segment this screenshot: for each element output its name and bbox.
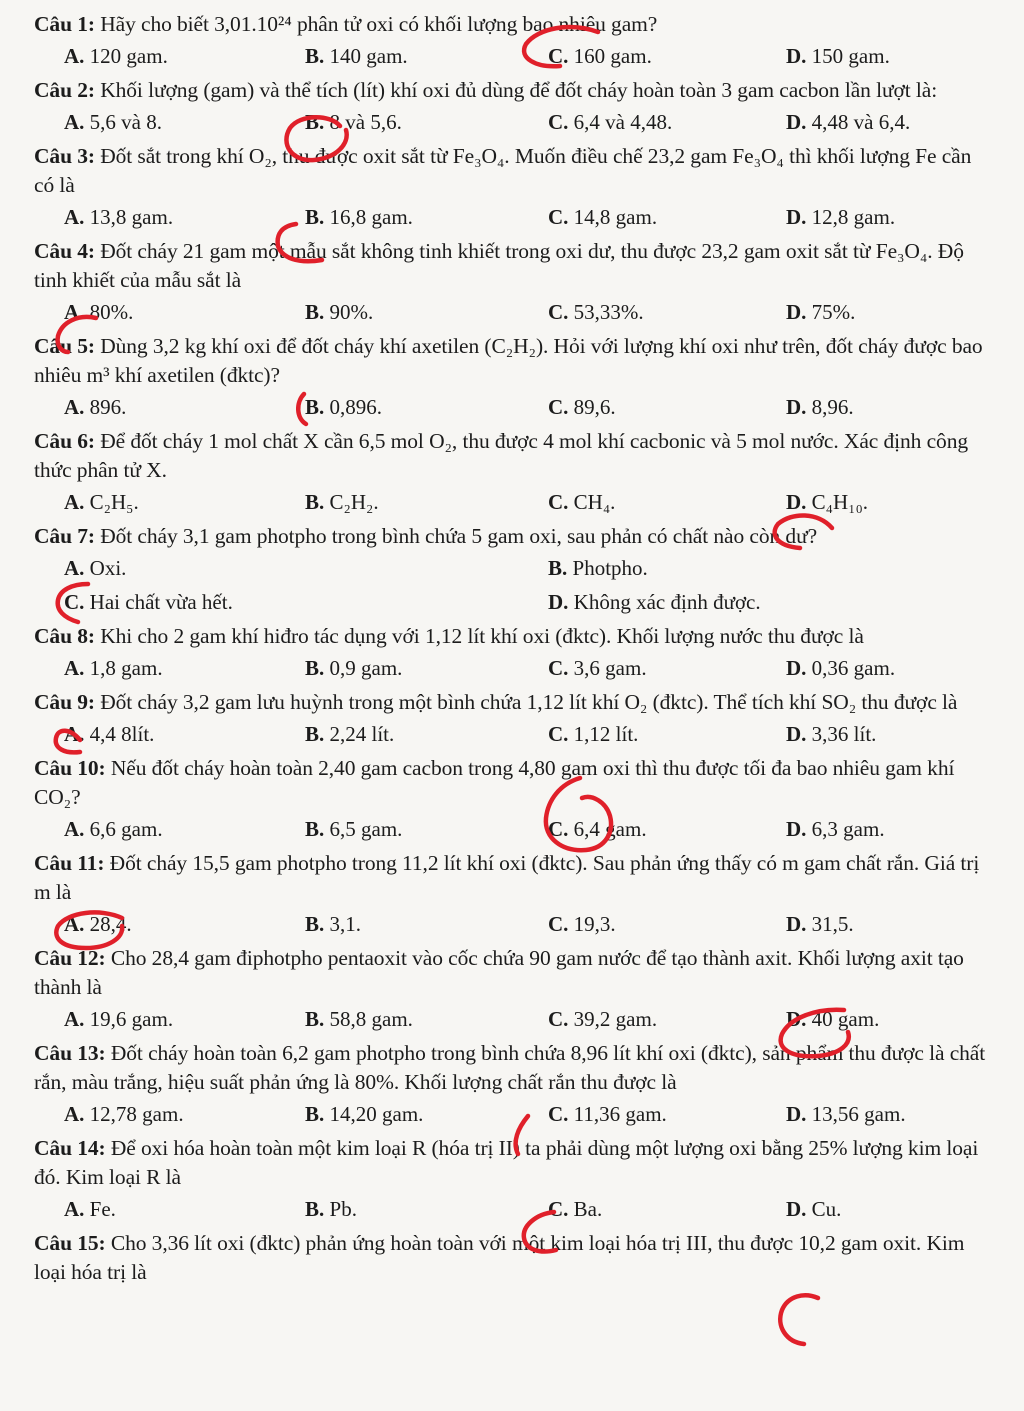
- question-label: Câu 11:: [34, 851, 105, 875]
- question-11: [0, 849, 1024, 941]
- option-d[interactable]: D. 4,48 và 6,4.: [786, 110, 911, 134]
- options-row: [0, 1097, 1024, 1131]
- option-c[interactable]: C. CH₄.: [548, 490, 616, 514]
- option-b[interactable]: B. Pb.: [305, 1197, 357, 1221]
- options-row: [0, 585, 1024, 619]
- question-3: [0, 142, 1024, 234]
- option-b[interactable]: B. 16,8 gam.: [305, 205, 413, 229]
- question-text: Đốt cháy 3,2 gam lưu huỳnh trong một bình chứa 1,12 lít khí O₂ (đktc). Thể tích khí SO₂ thu được là: [100, 690, 958, 714]
- question-6: [0, 427, 1024, 519]
- question-text: Nếu đốt cháy hoàn toàn 2,40 gam cacbon trong 4,80 gam oxi thì thu được tối đa bao nhiêu gam khí CO₂?: [34, 756, 955, 809]
- question-10: [0, 754, 1024, 846]
- option-c[interactable]: C. 14,8 gam.: [548, 205, 658, 229]
- option-c[interactable]: C. 11,36 gam.: [548, 1102, 667, 1126]
- question-15: [0, 1229, 1024, 1287]
- option-c[interactable]: C. Ba.: [548, 1197, 603, 1221]
- option-d[interactable]: D. 12,8 gam.: [786, 205, 896, 229]
- option-b[interactable]: B. 14,20 gam.: [305, 1102, 424, 1126]
- options-row: [0, 1002, 1024, 1036]
- question-14: [0, 1134, 1024, 1226]
- question-7: [0, 522, 1024, 619]
- question-text: Khi cho 2 gam khí hiđro tác dụng với 1,12 lít khí oxi (đktc). Khối lượng nước thu được là: [100, 624, 864, 648]
- option-d[interactable]: D. 150 gam.: [786, 44, 890, 68]
- answer-mark-q14: [780, 1295, 818, 1344]
- question-text: Để đốt cháy 1 mol chất X cần 6,5 mol O₂, thu được 4 mol khí cacbonic và 5 mol nước. Xác định công thức phân tử X.: [34, 429, 969, 482]
- options-row: [0, 105, 1024, 139]
- question-label: Câu 12:: [34, 946, 106, 970]
- option-a[interactable]: A. 120 gam.: [64, 44, 168, 68]
- question-text: Đốt cháy 21 gam một mẫu sắt không tinh khiết trong oxi dư, thu được 23,2 gam oxit sắt từ Fe₃O₄. Độ tinh khiết của mẫu sắt là: [34, 239, 964, 292]
- question-1: [0, 0, 1024, 73]
- option-d[interactable]: D. 75%.: [786, 300, 856, 324]
- question-12: [0, 944, 1024, 1036]
- question-text: Để oxi hóa hoàn toàn một kim loại R (hóa trị II) ta phải dùng một lượng oxi bằng 25% lượng kim loại đó. Kim loại R là: [34, 1136, 979, 1189]
- question-label: Câu 5:: [34, 334, 95, 358]
- option-c[interactable]: C. 19,3.: [548, 912, 616, 936]
- question-9: [0, 688, 1024, 751]
- options-row: [0, 485, 1024, 519]
- question-label: Câu 10:: [34, 756, 106, 780]
- question-text: Khối lượng (gam) và thể tích (lít) khí oxi đủ dùng để đốt cháy hoàn toàn 3 gam cacbon lần lượt là:: [100, 78, 938, 102]
- option-a[interactable]: A. 896.: [64, 395, 127, 419]
- options-row: [0, 200, 1024, 234]
- option-b[interactable]: B. 90%.: [305, 300, 374, 324]
- option-d[interactable]: D. C₄H₁₀.: [786, 490, 869, 514]
- option-d[interactable]: D. 6,3 gam.: [786, 817, 885, 841]
- option-d[interactable]: D. 0,36 gam.: [786, 656, 896, 680]
- options-row: [0, 39, 1024, 73]
- option-c[interactable]: C. 89,6.: [548, 395, 616, 419]
- question-text: Đốt cháy hoàn toàn 6,2 gam photpho trong bình chứa 8,96 lít khí oxi (đktc), sản phẩm thu được là chất rắn, màu trắng, hiệu suất phản ứng là 80%. Khối lượng chất rắn thu được là: [34, 1041, 986, 1094]
- option-c[interactable]: C. 39,2 gam.: [548, 1007, 658, 1031]
- option-a[interactable]: A. 13,8 gam.: [64, 205, 174, 229]
- question-4: [0, 237, 1024, 329]
- options-row: [0, 812, 1024, 846]
- option-d[interactable]: D. Không xác định được.: [548, 590, 761, 614]
- question-label: Câu 1:: [34, 12, 95, 36]
- options-row: [0, 1192, 1024, 1226]
- option-d[interactable]: D. 31,5.: [786, 912, 854, 936]
- option-b[interactable]: B. 0,896.: [305, 395, 383, 419]
- option-a[interactable]: A. 19,6 gam.: [64, 1007, 174, 1031]
- question-text: Cho 3,36 lít oxi (đktc) phản ứng hoàn toàn với một kim loại hóa trị III, thu được 10,2 gam oxit. Kim loại hóa trị là: [34, 1231, 965, 1284]
- question-text: Đốt sắt trong khí O₂, thu được oxit sắt từ Fe₃O₄. Muốn điều chế 23,2 gam Fe₃O₄ thì khối lượng Fe cần có là: [34, 144, 972, 197]
- question-8: [0, 622, 1024, 685]
- option-d[interactable]: D. Cu.: [786, 1197, 842, 1221]
- option-a[interactable]: A. C₂H₅.: [64, 490, 139, 514]
- option-b[interactable]: B. C₂H₂.: [305, 490, 379, 514]
- options-row: [0, 907, 1024, 941]
- question-13: [0, 1039, 1024, 1131]
- question-label: Câu 6:: [34, 429, 95, 453]
- options-row: [0, 551, 1024, 585]
- option-a[interactable]: A. 5,6 và 8.: [64, 110, 162, 134]
- option-d[interactable]: D. 3,36 lít.: [786, 722, 877, 746]
- options-row: [0, 390, 1024, 424]
- option-d[interactable]: D. 13,56 gam.: [786, 1102, 906, 1126]
- question-label: Câu 7:: [34, 524, 95, 548]
- question-text: Đốt cháy 3,1 gam photpho trong bình chứa 5 gam oxi, sau phản có chất nào còn dư?: [100, 524, 818, 548]
- option-b[interactable]: B. 58,8 gam.: [305, 1007, 413, 1031]
- option-c[interactable]: C. 6,4 và 4,48.: [548, 110, 673, 134]
- options-row: [0, 295, 1024, 329]
- question-label: Câu 2:: [34, 78, 95, 102]
- option-c[interactable]: C. 3,6 gam.: [548, 656, 647, 680]
- option-b[interactable]: B. 0,9 gam.: [305, 656, 403, 680]
- option-b[interactable]: B. 8 và 5,6.: [305, 110, 402, 134]
- question-label: Câu 14:: [34, 1136, 106, 1160]
- option-a[interactable]: A. 4,4 8lít.: [64, 722, 155, 746]
- option-b[interactable]: B. 140 gam.: [305, 44, 408, 68]
- option-c[interactable]: C. 6,4 gam.: [548, 817, 647, 841]
- option-d[interactable]: D. 40 gam.: [786, 1007, 880, 1031]
- question-label: Câu 13:: [34, 1041, 106, 1065]
- option-c[interactable]: C. 160 gam.: [548, 44, 652, 68]
- option-a[interactable]: A. 12,78 gam.: [64, 1102, 184, 1126]
- question-text: Hãy cho biết 3,01.10²⁴ phân tử oxi có khối lượng bao nhiêu gam?: [100, 12, 658, 36]
- question-text: Đốt cháy 15,5 gam photpho trong 11,2 lít khí oxi (đktc). Sau phản ứng thấy có m gam chất rắn. Giá trị m là: [34, 851, 980, 904]
- options-row: [0, 717, 1024, 751]
- question-label: Câu 8:: [34, 624, 95, 648]
- question-label: Câu 15:: [34, 1231, 106, 1255]
- question-text: Dùng 3,2 kg khí oxi để đốt cháy khí axetilen (C₂H₂). Hỏi với lượng khí oxi như trên, đốt cháy được bao nhiêu m³ khí axetilen (đktc)?: [34, 334, 983, 387]
- option-a[interactable]: A. 28,4.: [64, 912, 132, 936]
- option-a[interactable]: A. 6,6 gam.: [64, 817, 163, 841]
- option-b[interactable]: B. 2,24 lít.: [305, 722, 395, 746]
- option-b[interactable]: B. Photpho.: [548, 556, 648, 580]
- option-c[interactable]: C. 1,12 lít.: [548, 722, 639, 746]
- option-b[interactable]: B. 3,1.: [305, 912, 362, 936]
- question-text: Cho 28,4 gam điphotpho pentaoxit vào cốc chứa 90 gam nước để tạo thành axit. Khối lượng axit tạo thành là: [34, 946, 964, 999]
- option-a[interactable]: A. Oxi.: [64, 556, 127, 580]
- question-label: Câu 4:: [34, 239, 95, 263]
- option-b[interactable]: B. 6,5 gam.: [305, 817, 403, 841]
- option-c[interactable]: C. Hai chất vừa hết.: [64, 590, 233, 614]
- question-2: [0, 76, 1024, 139]
- options-row: [0, 651, 1024, 685]
- option-c[interactable]: C. 53,33%.: [548, 300, 644, 324]
- option-a[interactable]: A. Fe.: [64, 1197, 116, 1221]
- question-5: [0, 332, 1024, 424]
- question-label: Câu 9:: [34, 690, 95, 714]
- option-d[interactable]: D. 8,96.: [786, 395, 854, 419]
- option-a[interactable]: A. 80%.: [64, 300, 134, 324]
- question-label: Câu 3:: [34, 144, 95, 168]
- option-a[interactable]: A. 1,8 gam.: [64, 656, 163, 680]
